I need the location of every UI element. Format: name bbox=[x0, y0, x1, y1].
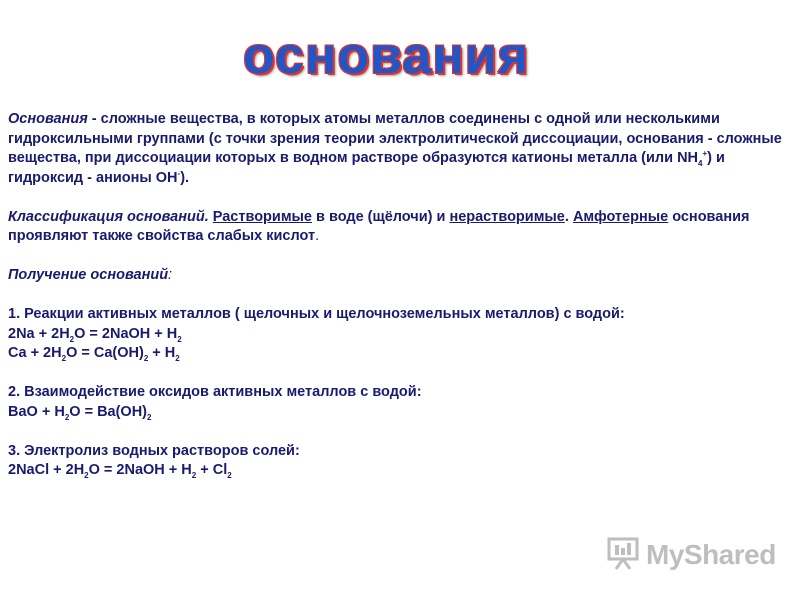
equation-subscript: 2 bbox=[147, 412, 152, 422]
equation-subscript: 2 bbox=[177, 334, 182, 344]
classification-paragraph bbox=[8, 208, 788, 247]
preparation-heading-text: Получение оснований bbox=[8, 267, 169, 283]
classification-text-1: в воде (щёлочи) и bbox=[312, 208, 450, 225]
classification-sep-2: . bbox=[564, 208, 573, 225]
link-soluble[interactable]: Растворимые bbox=[212, 208, 312, 225]
method-3-title: 3. Электролиз водных растворов солей: bbox=[8, 442, 300, 459]
content-body bbox=[8, 110, 788, 481]
definition-body-3: ). bbox=[180, 169, 190, 186]
equation-subscript: 2 bbox=[191, 470, 197, 480]
equation-part: O = 2NaOH + H bbox=[74, 325, 178, 342]
classification-end: . bbox=[315, 228, 320, 244]
equation-subscript: 2 bbox=[175, 353, 180, 363]
method-3-equation-1 bbox=[8, 461, 788, 481]
definition-term: Основания bbox=[8, 111, 88, 127]
equation-part: O = 2NaOH + H bbox=[88, 462, 192, 478]
equation-part: Ca + 2H bbox=[8, 345, 62, 361]
classification-label: Классификация оснований. bbox=[8, 208, 209, 225]
nh4-superscript: + bbox=[702, 149, 708, 159]
method-2-equation-1 bbox=[8, 403, 788, 423]
equation-part: O = Ca(OH) bbox=[66, 345, 144, 361]
method-1-equation-1 bbox=[8, 325, 788, 345]
method-1-title: 1. Реакции активных металлов ( щелочных и щелочноземельных металлов) с водой: bbox=[8, 306, 625, 322]
link-amphoteric[interactable]: Амфотерные bbox=[572, 208, 669, 225]
equation-subscript: 2 bbox=[69, 334, 75, 344]
watermark-text: MyShared bbox=[646, 539, 776, 570]
presentation-board-icon bbox=[606, 535, 642, 576]
equation-subscript: 2 bbox=[61, 353, 67, 363]
nh4-subscript: 4 bbox=[698, 158, 703, 168]
equation-part: 2NaCl + 2H bbox=[8, 462, 85, 478]
equation-subscript: 2 bbox=[143, 353, 149, 363]
definition-body-1: - сложные вещества, в которых атомы металлов соединены с одной или несколькими гидроксильными группами (с точки зрения теории электролитической диссоциации, основания - сложные вещества, при диссоциации которых в водном растворе образуются катионы металла (или NH bbox=[8, 111, 782, 166]
equation-subscript: 2 bbox=[64, 412, 70, 422]
method-2-title: 2. Взаимодействие оксидов активных металлов с водой: bbox=[8, 384, 422, 400]
equation-subscript: 2 bbox=[227, 470, 232, 480]
classification-text-2: основания проявляют также свойства слабых кислот bbox=[8, 208, 750, 244]
equation-subscript: 2 bbox=[84, 470, 89, 480]
equation-part: + H bbox=[148, 345, 176, 361]
equation-part: + Cl bbox=[196, 462, 228, 478]
slide-title: основания bbox=[242, 27, 530, 85]
oh-superscript: - bbox=[177, 168, 181, 178]
definition-paragraph bbox=[8, 110, 788, 188]
preparation-heading bbox=[8, 266, 788, 286]
preparation-colon: : bbox=[168, 267, 173, 283]
link-insoluble[interactable]: нерастворимые bbox=[449, 208, 565, 225]
method-1-equation-2 bbox=[8, 344, 788, 364]
definition-body-2: ) и гидроксид - анионы OH bbox=[8, 150, 725, 186]
equation-part: 2Na + 2H bbox=[8, 325, 70, 342]
equation-part: O = Ba(OH) bbox=[69, 403, 148, 420]
watermark-logo bbox=[606, 537, 776, 573]
equation-part: BaO + H bbox=[8, 403, 65, 420]
